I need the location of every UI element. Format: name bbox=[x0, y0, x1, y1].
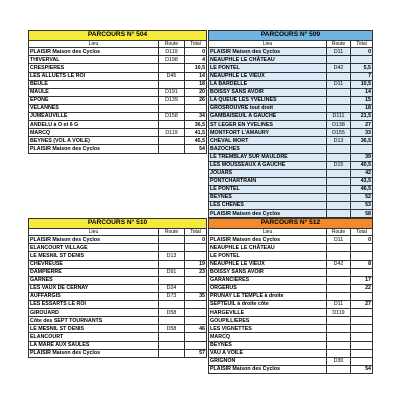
table-row bbox=[209, 96, 373, 104]
cell-route bbox=[327, 252, 351, 260]
col-total-header: Total bbox=[185, 229, 207, 236]
cell-lieu: PRUNAY LE TEMPLE à droite bbox=[209, 292, 327, 300]
cell-total: 35 bbox=[185, 292, 207, 300]
cell-total: 7 bbox=[351, 72, 373, 80]
table-row bbox=[29, 309, 207, 317]
cell-lieu: MARCQ bbox=[209, 333, 327, 341]
cell-total: 10,5 bbox=[185, 64, 207, 72]
cell-lieu: JUMEAUVILLE bbox=[29, 113, 159, 121]
table-row bbox=[209, 341, 373, 349]
cell-lieu: PLAISIR Maison des Cyclos bbox=[209, 48, 327, 56]
cell-lieu: PLAISIR Maison des Cyclos bbox=[29, 48, 159, 56]
table-row bbox=[209, 292, 373, 300]
cell-lieu: LE MESNIL ST DENIS bbox=[29, 325, 159, 333]
cell-lieu: PLAISIR Maison des Cyclos bbox=[29, 236, 159, 244]
cell-route: D58 bbox=[159, 309, 185, 317]
table-row bbox=[209, 72, 373, 80]
cell-lieu: PLAISIR Maison des Cyclos bbox=[209, 210, 327, 218]
cell-lieu: JOUARS bbox=[209, 169, 327, 177]
cell-lieu: CHEVREUSE bbox=[29, 260, 159, 268]
cell-total bbox=[351, 357, 373, 365]
cell-lieu: GIROUARD bbox=[29, 309, 159, 317]
table-row bbox=[29, 349, 207, 357]
table-row bbox=[29, 104, 207, 112]
table-row bbox=[209, 177, 373, 185]
table-row bbox=[29, 292, 207, 300]
cell-route bbox=[159, 64, 185, 72]
cell-total: 36,5 bbox=[351, 137, 373, 145]
cell-route: D42 bbox=[327, 260, 351, 268]
cell-route bbox=[159, 236, 185, 244]
table-row bbox=[29, 260, 207, 268]
cell-lieu: MAULE bbox=[29, 88, 159, 96]
cell-route bbox=[159, 341, 185, 349]
cell-total: 57 bbox=[185, 349, 207, 357]
table-row bbox=[209, 64, 373, 72]
table-row bbox=[29, 96, 207, 104]
cell-lieu: LE PONTEL bbox=[209, 64, 327, 72]
cell-route bbox=[159, 145, 185, 153]
cell-route bbox=[327, 317, 351, 325]
cell-lieu: LES ALLUETS LE ROI bbox=[29, 72, 159, 80]
col-route-header: Route bbox=[327, 229, 351, 236]
cell-route: D191 bbox=[159, 88, 185, 96]
cell-route: D73 bbox=[159, 292, 185, 300]
cell-route bbox=[159, 244, 185, 252]
cell-route: D13 bbox=[159, 252, 185, 260]
col-total-header: Total bbox=[185, 41, 207, 48]
table-row bbox=[209, 169, 373, 177]
route-sheet bbox=[28, 30, 372, 373]
table-row bbox=[209, 236, 373, 244]
cell-total bbox=[185, 341, 207, 349]
cell-route bbox=[159, 301, 185, 309]
table-row bbox=[209, 48, 373, 56]
table-row bbox=[209, 185, 373, 193]
cell-route: D11 bbox=[327, 48, 351, 56]
col-total-header: Total bbox=[351, 41, 373, 48]
table-row bbox=[209, 145, 373, 153]
cell-lieu: ST LEGER EN YVELINES bbox=[209, 121, 327, 129]
table-row bbox=[209, 210, 373, 218]
cell-lieu: ANDELU à O et 6 G bbox=[29, 121, 159, 129]
cell-route: D24 bbox=[159, 284, 185, 292]
table-row bbox=[29, 236, 207, 244]
cell-total: 46 bbox=[185, 325, 207, 333]
cell-route: D91 bbox=[159, 268, 185, 276]
cell-lieu: MONTFORT L'AMAURY bbox=[209, 129, 327, 137]
table-row bbox=[29, 56, 207, 64]
cell-lieu: GARANCIERES bbox=[209, 276, 327, 284]
table-row bbox=[29, 137, 207, 145]
cell-total bbox=[351, 309, 373, 317]
table-row bbox=[29, 64, 207, 72]
table-row bbox=[29, 325, 207, 333]
cell-lieu: SEPTEUIL à droite côte bbox=[209, 301, 327, 309]
table-row bbox=[29, 244, 207, 252]
cell-lieu: AUFFARGIS bbox=[29, 292, 159, 300]
cell-lieu: PLAISIR Maison des Cyclos bbox=[29, 349, 159, 357]
cell-route bbox=[327, 284, 351, 292]
cell-lieu: HARGEVILLE bbox=[209, 309, 327, 317]
cell-route: D45 bbox=[159, 72, 185, 80]
cell-total: 0 bbox=[351, 236, 373, 244]
table-row bbox=[209, 357, 373, 365]
cell-route bbox=[327, 349, 351, 357]
cell-lieu: PLAISIR Maison des Cyclos bbox=[209, 236, 327, 244]
table-row bbox=[209, 309, 373, 317]
cell-total: 14 bbox=[351, 88, 373, 96]
cell-lieu: CRESPIERES bbox=[29, 64, 159, 72]
cell-total bbox=[185, 244, 207, 252]
cell-route: D119 bbox=[159, 48, 185, 56]
cell-total: 8 bbox=[351, 260, 373, 268]
cell-route bbox=[159, 137, 185, 145]
cell-total: 41,5 bbox=[185, 129, 207, 137]
table-row bbox=[29, 72, 207, 80]
parcours-512-title: PARCOURS N° 512 bbox=[209, 219, 373, 229]
cell-route: D158 bbox=[159, 113, 185, 121]
table-row bbox=[209, 121, 373, 129]
col-route-header: Route bbox=[327, 41, 351, 48]
cell-lieu: NEAUPHLE LE VIEUX bbox=[209, 260, 327, 268]
cell-route: D11 bbox=[327, 80, 351, 88]
cell-lieu: BEULE bbox=[29, 80, 159, 88]
cell-route: D11 bbox=[327, 301, 351, 309]
cell-total: 33 bbox=[351, 129, 373, 137]
cell-total bbox=[351, 268, 373, 276]
cell-total: 46,5 bbox=[351, 185, 373, 193]
cell-lieu: BOISSY SANS AVOIR bbox=[209, 268, 327, 276]
cell-total bbox=[351, 333, 373, 341]
cell-total: 54 bbox=[351, 365, 373, 373]
table-row bbox=[209, 325, 373, 333]
table-row bbox=[209, 365, 373, 373]
cell-route: D11 bbox=[327, 236, 351, 244]
cell-route bbox=[159, 349, 185, 357]
cell-route bbox=[327, 145, 351, 153]
cell-route: D155 bbox=[327, 129, 351, 137]
cell-lieu: GARNES bbox=[29, 276, 159, 284]
cell-lieu: CHEVAL MORT bbox=[209, 137, 327, 145]
cell-total: 27 bbox=[351, 121, 373, 129]
cell-route bbox=[327, 210, 351, 218]
cell-lieu: THIVERVAL bbox=[29, 56, 159, 64]
cell-total: 26 bbox=[185, 96, 207, 104]
cell-lieu: LA BARDELLE bbox=[209, 80, 327, 88]
cell-total: 5,5 bbox=[351, 64, 373, 72]
table-row bbox=[209, 244, 373, 252]
cell-total: 22 bbox=[351, 284, 373, 292]
cell-total: 0 bbox=[351, 48, 373, 56]
cell-route: D15 bbox=[327, 161, 351, 169]
cell-route bbox=[327, 202, 351, 210]
table-row bbox=[29, 276, 207, 284]
cell-lieu: LES CHÊNES bbox=[209, 202, 327, 210]
cell-total: 4 bbox=[185, 56, 207, 64]
table-row bbox=[209, 260, 373, 268]
table-row bbox=[209, 153, 373, 161]
cell-route bbox=[327, 193, 351, 201]
cell-total bbox=[185, 309, 207, 317]
table-row bbox=[29, 121, 207, 129]
cell-lieu: LES MOUSSEAUX A GAUCHE bbox=[209, 161, 327, 169]
cell-total bbox=[351, 349, 373, 357]
table-row bbox=[209, 56, 373, 64]
col-route-header: Route bbox=[159, 41, 185, 48]
cell-total bbox=[185, 317, 207, 325]
parcours-504-title: PARCOURS N° 504 bbox=[29, 31, 207, 41]
table-row bbox=[209, 317, 373, 325]
cell-route bbox=[159, 333, 185, 341]
cell-lieu: LE TREMBLAY SUR MAULDRE bbox=[209, 153, 327, 161]
cell-total bbox=[185, 284, 207, 292]
cell-lieu: PLAISIR Maison des Cyclos bbox=[29, 145, 159, 153]
cell-total: 42 bbox=[351, 169, 373, 177]
table-row bbox=[209, 161, 373, 169]
cell-lieu: Côte des SEPT TOURNANTS bbox=[29, 317, 159, 325]
cell-total: 20 bbox=[185, 88, 207, 96]
table-row bbox=[29, 80, 207, 88]
cell-route: D119 bbox=[159, 129, 185, 137]
table-row bbox=[209, 284, 373, 292]
cell-total: 15 bbox=[351, 96, 373, 104]
cell-lieu: BAZOCHES bbox=[209, 145, 327, 153]
cell-route bbox=[327, 185, 351, 193]
cell-route bbox=[327, 72, 351, 80]
cell-total bbox=[351, 341, 373, 349]
table-row bbox=[29, 317, 207, 325]
cell-total: 0 bbox=[185, 236, 207, 244]
cell-route bbox=[327, 169, 351, 177]
cell-total bbox=[351, 244, 373, 252]
col-lieu-header: Lieu bbox=[209, 229, 327, 236]
table-row bbox=[209, 268, 373, 276]
cell-lieu: MARCQ bbox=[29, 129, 159, 137]
cell-route bbox=[327, 333, 351, 341]
cell-total bbox=[351, 325, 373, 333]
cell-total: 36,5 bbox=[185, 121, 207, 129]
parcours-510-table bbox=[28, 218, 207, 358]
cell-total: 43,5 bbox=[351, 177, 373, 185]
table-row bbox=[209, 193, 373, 201]
cell-route bbox=[327, 244, 351, 252]
table-row bbox=[209, 349, 373, 357]
table-row bbox=[209, 129, 373, 137]
cell-total: 19 bbox=[185, 260, 207, 268]
table-row bbox=[209, 276, 373, 284]
cell-route bbox=[327, 96, 351, 104]
cell-route bbox=[327, 88, 351, 96]
cell-total bbox=[351, 317, 373, 325]
cell-route bbox=[159, 80, 185, 88]
cell-route bbox=[327, 153, 351, 161]
cell-total: 14 bbox=[185, 72, 207, 80]
cell-lieu: ORGERUS bbox=[209, 284, 327, 292]
cell-route: D13 bbox=[327, 137, 351, 145]
table-row bbox=[209, 104, 373, 112]
table-row bbox=[209, 333, 373, 341]
cell-lieu: LES ESSARTS LE ROI bbox=[29, 301, 159, 309]
parcours-509-table bbox=[208, 30, 373, 218]
cell-total: 10,5 bbox=[351, 80, 373, 88]
cell-total: 23 bbox=[185, 268, 207, 276]
table-row bbox=[209, 113, 373, 121]
table-row bbox=[29, 333, 207, 341]
cell-total: 40,5 bbox=[351, 161, 373, 169]
cell-route bbox=[327, 365, 351, 373]
cell-total bbox=[185, 333, 207, 341]
cell-route bbox=[327, 341, 351, 349]
cell-lieu: PONTCHARTRAIN bbox=[209, 177, 327, 185]
cell-total: 53 bbox=[351, 202, 373, 210]
cell-route: D42 bbox=[327, 64, 351, 72]
table-row bbox=[29, 301, 207, 309]
cell-route: D111 bbox=[327, 113, 351, 121]
col-lieu-header: Lieu bbox=[29, 229, 159, 236]
cell-total: 52 bbox=[351, 193, 373, 201]
cell-lieu: LA MARE AUX SAULES bbox=[29, 341, 159, 349]
col-lieu-header: Lieu bbox=[209, 41, 327, 48]
cell-total bbox=[185, 276, 207, 284]
parcours-509-title: PARCOURS N° 509 bbox=[209, 31, 373, 41]
col-total-header: Total bbox=[351, 229, 373, 236]
cell-lieu: LES VAUX DE CERNAY bbox=[29, 284, 159, 292]
cell-lieu: LA QUEUE LES YVELINES bbox=[209, 96, 327, 104]
cell-lieu: GRIGNON bbox=[209, 357, 327, 365]
table-row bbox=[209, 202, 373, 210]
cell-total: 27 bbox=[351, 301, 373, 309]
cell-lieu: DAMPIERRE bbox=[29, 268, 159, 276]
cell-lieu: NEAUPHLE LE CHÂTEAU bbox=[209, 56, 327, 64]
cell-route bbox=[327, 177, 351, 185]
cell-route bbox=[159, 121, 185, 129]
cell-route: D138 bbox=[327, 121, 351, 129]
cell-total: 18 bbox=[351, 104, 373, 112]
cell-lieu: GROSROUVRE tout droit bbox=[209, 104, 327, 112]
cell-route bbox=[327, 292, 351, 300]
col-lieu-header: Lieu bbox=[29, 41, 159, 48]
cell-total: 34 bbox=[185, 113, 207, 121]
cell-total: 17 bbox=[351, 276, 373, 284]
cell-route bbox=[159, 260, 185, 268]
cell-lieu: NEAUPHLE LE VIEUX bbox=[209, 72, 327, 80]
cell-total: 39 bbox=[351, 153, 373, 161]
cell-route bbox=[327, 56, 351, 64]
table-row bbox=[209, 252, 373, 260]
table-row bbox=[29, 113, 207, 121]
table-row bbox=[209, 80, 373, 88]
cell-lieu: BEYNES (VOL A VOILE) bbox=[29, 137, 159, 145]
table-row bbox=[209, 301, 373, 309]
cell-total bbox=[351, 252, 373, 260]
cell-total bbox=[185, 104, 207, 112]
cell-route: D119 bbox=[327, 309, 351, 317]
cell-total bbox=[351, 56, 373, 64]
cell-lieu: GOUPILLIERES bbox=[209, 317, 327, 325]
cell-total: 45,5 bbox=[185, 137, 207, 145]
table-row bbox=[209, 88, 373, 96]
cell-route bbox=[159, 104, 185, 112]
col-route-header: Route bbox=[159, 229, 185, 236]
cell-total bbox=[351, 145, 373, 153]
cell-route bbox=[327, 276, 351, 284]
cell-lieu: NEAUPHLE LE CHÂTEAU bbox=[209, 244, 327, 252]
cell-lieu: BEYNES bbox=[209, 341, 327, 349]
cell-lieu: LE PONTEL bbox=[209, 252, 327, 260]
parcours-504-table bbox=[28, 30, 207, 154]
cell-lieu: LES VIGNETTES bbox=[209, 325, 327, 333]
cell-lieu: ELANCOURT bbox=[29, 333, 159, 341]
cell-lieu: LE MESNIL ST DENIS bbox=[29, 252, 159, 260]
table-row bbox=[29, 252, 207, 260]
cell-lieu: LE PONTEL bbox=[209, 185, 327, 193]
cell-route bbox=[327, 268, 351, 276]
cell-route: D30 bbox=[327, 357, 351, 365]
table-row bbox=[29, 341, 207, 349]
cell-route bbox=[327, 325, 351, 333]
cell-total: 54 bbox=[185, 145, 207, 153]
table-row bbox=[29, 129, 207, 137]
cell-lieu: BOISSY SANS AVOIR bbox=[209, 88, 327, 96]
cell-lieu: PLAISIR Maison des Cyclos bbox=[209, 365, 327, 373]
table-row bbox=[29, 48, 207, 56]
cell-total bbox=[185, 252, 207, 260]
cell-lieu: BEYNES bbox=[209, 193, 327, 201]
table-row bbox=[29, 284, 207, 292]
cell-total: 18 bbox=[185, 80, 207, 88]
cell-lieu: EPONE bbox=[29, 96, 159, 104]
table-row bbox=[29, 145, 207, 153]
cell-lieu: ELANCOURT VILLAGE bbox=[29, 244, 159, 252]
cell-route: D139 bbox=[159, 96, 185, 104]
cell-lieu: VAU A VOILE bbox=[209, 349, 327, 357]
cell-total bbox=[351, 292, 373, 300]
cell-total bbox=[185, 301, 207, 309]
cell-total: 21,5 bbox=[351, 113, 373, 121]
cell-route: D198 bbox=[159, 56, 185, 64]
cell-route bbox=[159, 317, 185, 325]
cell-lieu: VELANNES bbox=[29, 104, 159, 112]
cell-total: 58 bbox=[351, 210, 373, 218]
parcours-512-table bbox=[208, 218, 373, 374]
parcours-510-title: PARCOURS N° 510 bbox=[29, 219, 207, 229]
table-row bbox=[209, 137, 373, 145]
cell-total: 0 bbox=[185, 48, 207, 56]
table-row bbox=[29, 88, 207, 96]
cell-lieu: GAMBAISEUIL A GAUCHE bbox=[209, 113, 327, 121]
cell-route bbox=[327, 104, 351, 112]
cell-route bbox=[159, 276, 185, 284]
table-row bbox=[29, 268, 207, 276]
cell-route: D58 bbox=[159, 325, 185, 333]
